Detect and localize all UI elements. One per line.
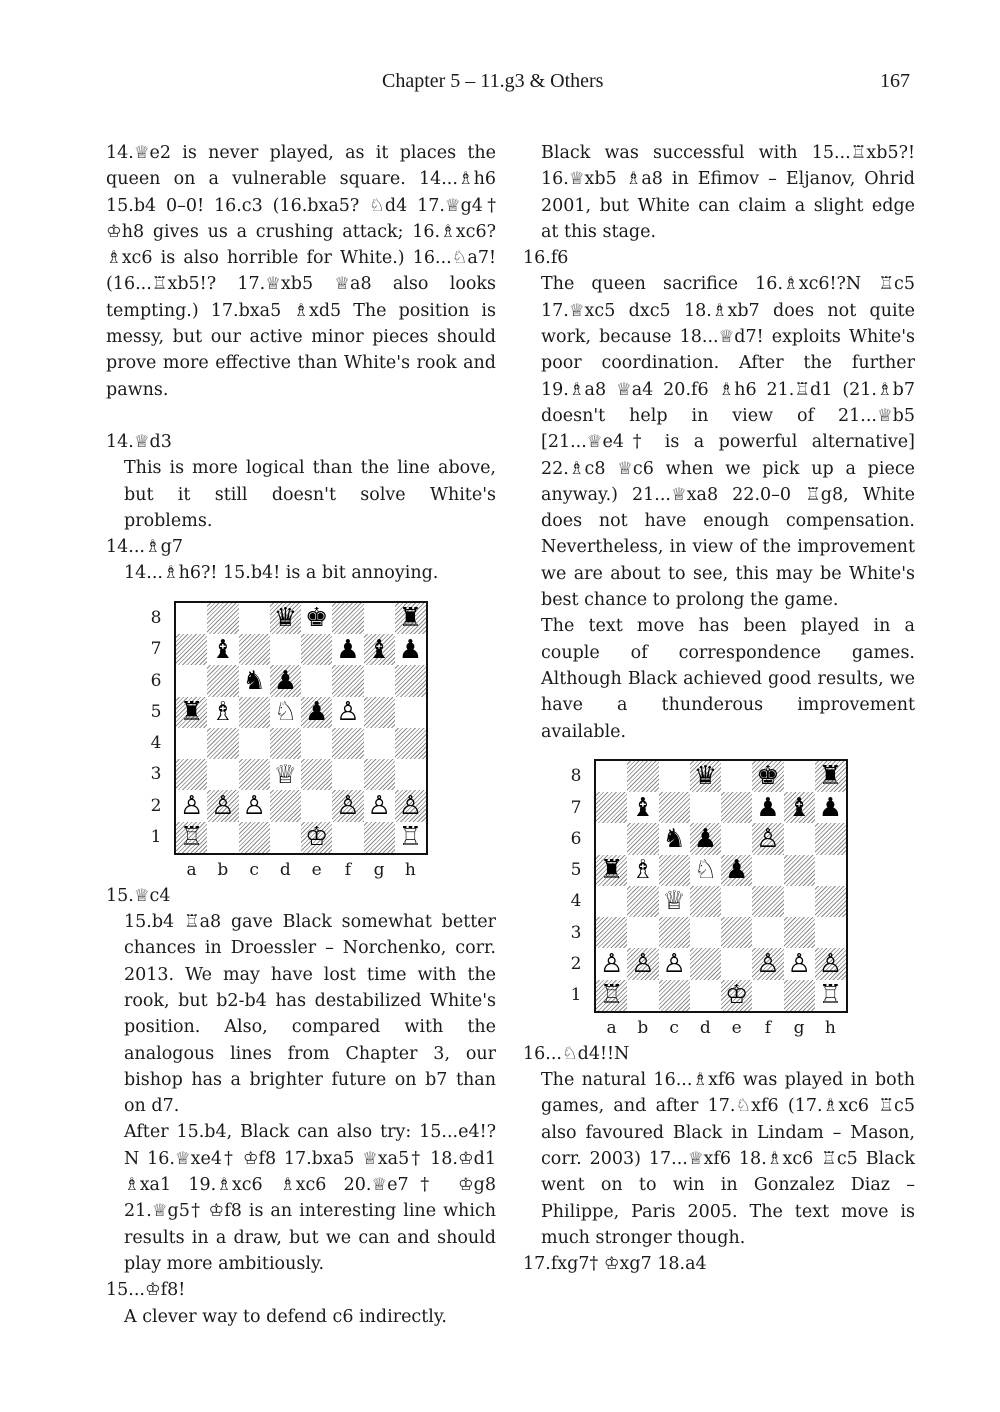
chess-piece: ♟ (398, 634, 423, 665)
chess-piece: ♜ (599, 855, 624, 886)
board-square-h5 (395, 697, 426, 728)
file-labels (596, 1015, 846, 1039)
board-square-a5 (176, 697, 207, 728)
paragraph: 14.♕e2 is never played, as it places the queen on a vulnerable square. 14...♗h6 15.b4 0–0! 16.c3 (16.bxa5? ♘d4 17.♕g4† ♔h8 gives us a crushing attack; 16.♗xc6? ♗xc6 is also horrible for White.) 16...♘a7! (16...♖xb5!? 17.♕xb5 ♕a8 also looks tempting.) 17.bxa5 ♗xd5 The position is messy, but our active minor pieces should prove more effective than White's rook and pawns. (106, 143, 496, 400)
board-square-a8 (176, 603, 207, 634)
file-label: f (764, 1017, 772, 1038)
chess-board (174, 601, 428, 855)
chess-piece: ♙ (211, 790, 235, 821)
board-square-c6 (659, 823, 690, 854)
board-square-a7 (176, 634, 207, 665)
chess-board (594, 759, 848, 1013)
board-square-f6 (752, 823, 783, 854)
chess-piece: ♕ (273, 759, 298, 790)
board-square-e1 (721, 980, 752, 1011)
file-label: d (279, 859, 291, 880)
chess-piece: ♟ (273, 665, 298, 696)
board-square-g4 (364, 728, 395, 759)
board-square-f5 (752, 855, 783, 886)
board-square-b6 (627, 823, 658, 854)
chess-piece: ♖ (818, 980, 843, 1011)
board-square-g7 (784, 792, 815, 823)
board-square-h5 (815, 855, 846, 886)
board-square-a6 (596, 823, 627, 854)
move-line: 16...♘d4!!N (523, 1043, 630, 1064)
board-square-g8 (784, 761, 815, 792)
board-square-a4 (176, 728, 207, 759)
paragraph: The natural 16...♗xf6 was played in both games, and after 17.♘xf6 (17.♗xc6 ♖c5 also favoured Black in Lindam – Mason, corr. 2003) 17...♕xf6 18.♗xc6 ♖c5 Black went on to win in Gonzalez Diaz – Philippe, Paris 2005. The text move is much stronger though. (541, 1070, 915, 1248)
rank-label: 5 (570, 860, 582, 881)
board-square-c5 (659, 855, 690, 886)
chess-piece: ♔ (304, 822, 329, 853)
page-number: 167 (880, 70, 910, 92)
chess-piece: ♙ (398, 790, 423, 821)
board-square-g6 (364, 665, 395, 696)
board-square-a1 (596, 980, 627, 1011)
board-square-g6 (784, 823, 815, 854)
board-square-c8 (239, 603, 270, 634)
board-square-b2 (627, 948, 658, 979)
board-square-b3 (207, 759, 238, 790)
rank-labels (566, 761, 586, 1011)
board-square-h2 (815, 948, 846, 979)
chess-piece: ♙ (599, 948, 624, 979)
board-square-f4 (752, 886, 783, 917)
board-square-f2 (752, 948, 783, 979)
board-square-c3 (659, 917, 690, 948)
board-square-e5 (301, 697, 332, 728)
board-square-e7 (721, 792, 752, 823)
board-square-h6 (815, 823, 846, 854)
board-square-a3 (176, 759, 207, 790)
board-square-c3 (239, 759, 270, 790)
board-square-h2 (395, 790, 426, 821)
file-label: b (217, 859, 229, 880)
move-line: 15.♕c4 (106, 885, 171, 906)
chess-piece: ♙ (336, 697, 360, 728)
board-square-e4 (301, 728, 332, 759)
board-square-a2 (596, 948, 627, 979)
board-square-b1 (207, 822, 238, 853)
board-square-d4 (270, 728, 301, 759)
move-line: 17.fxg7† ♔xg7 18.a4 (523, 1254, 707, 1275)
chess-piece: ♘ (693, 855, 718, 886)
board-square-h6 (395, 665, 426, 696)
board-square-d7 (690, 792, 721, 823)
file-labels (176, 857, 426, 881)
chess-piece: ♙ (336, 790, 360, 821)
board-square-h4 (815, 886, 846, 917)
file-label: g (793, 1017, 805, 1038)
chess-piece: ♖ (179, 822, 204, 853)
board-square-h3 (815, 917, 846, 948)
file-label: h (404, 859, 416, 880)
rank-label: 1 (570, 985, 582, 1006)
chess-piece: ♘ (273, 697, 298, 728)
board-square-f1 (752, 980, 783, 1011)
board-square-e8 (721, 761, 752, 792)
board-square-c6 (239, 665, 270, 696)
chess-piece: ♙ (242, 790, 266, 821)
chess-piece: ♝ (631, 792, 655, 823)
chess-piece: ♟ (336, 634, 360, 665)
chess-piece: ♚ (756, 761, 780, 792)
board-square-b5 (627, 855, 658, 886)
rank-label: 7 (570, 797, 582, 818)
board-square-d1 (270, 822, 301, 853)
board-square-f7 (332, 634, 363, 665)
file-label: e (731, 1017, 742, 1038)
board-square-a7 (596, 792, 627, 823)
rank-label: 6 (150, 670, 162, 691)
board-square-b8 (207, 603, 238, 634)
board-square-h4 (395, 728, 426, 759)
board-square-c5 (239, 697, 270, 728)
board-square-g5 (784, 855, 815, 886)
board-square-h8 (815, 761, 846, 792)
board-square-e3 (301, 759, 332, 790)
move-line: 14.♕d3 (106, 431, 172, 452)
board-square-c1 (239, 822, 270, 853)
board-square-a8 (596, 761, 627, 792)
board-square-d5 (270, 697, 301, 728)
board-square-d3 (270, 759, 301, 790)
paragraph: After 15.b4, Black can also try: 15...e4!?N 16.♕xe4† ♔f8 17.bxa5 ♕xa5† 18.♔d1 ♗xa1 19.♗xc6 ♗xc6 20.♕e7† ♔g8 21.♕g5† ♔f8 is an interesting line which results in a draw, but we can and should play more ambitiously. (124, 1122, 496, 1274)
rank-label: 6 (570, 828, 582, 849)
file-label: a (186, 859, 197, 880)
board-square-d4 (690, 886, 721, 917)
board-square-e8 (301, 603, 332, 634)
board-square-h3 (395, 759, 426, 790)
board-square-d8 (690, 761, 721, 792)
board-square-g2 (364, 790, 395, 821)
chess-piece: ♙ (662, 948, 686, 979)
board-square-a4 (596, 886, 627, 917)
board-square-d2 (690, 948, 721, 979)
board-square-b5 (207, 697, 238, 728)
rank-labels (146, 603, 166, 853)
chess-piece: ♔ (724, 980, 749, 1011)
chess-diagram-1 (146, 601, 446, 883)
board-square-c4 (239, 728, 270, 759)
chess-piece: ♟ (724, 855, 749, 886)
chess-piece: ♜ (818, 761, 843, 792)
paragraph: The queen sacrifice 16.♗xc6!?N ♖c5 17.♕xc5 dxc5 18.♗xb7 does not quite work, because 18...♕d7! exploits White's poor coordination. After the further 19.♗a8 ♕a4 20.f6 ♗h6 21.♖d1 (21.♗b7 doesn't help in view of 21...♕b5 [21...♕e4† is a powerful alternative] 22.♗c8 ♕c6 when we pick up a piece anyway.) 21...♕xa8 22.0–0 ♖g8, White does not have enough compensation. Nevertheless, in view of the improvement we are about to see, this may be White's best chance to prolong the game. (541, 274, 915, 611)
chess-piece: ♟ (756, 792, 780, 823)
board-square-g8 (364, 603, 395, 634)
paragraph: Black was successful with 15...♖xb5?! 16.♕xb5 ♗a8 in Efimov – Eljanov, Ohrid 2001, but White can claim a slight edge at this stage. (541, 143, 915, 242)
board-square-h7 (395, 634, 426, 665)
board-square-b3 (627, 917, 658, 948)
board-square-g2 (784, 948, 815, 979)
file-label: c (669, 1017, 679, 1038)
chess-piece: ♙ (818, 948, 843, 979)
board-square-f4 (332, 728, 363, 759)
board-square-f3 (332, 759, 363, 790)
paragraph: 15.b4 ♖a8 gave Black somewhat better chances in Droessler – Norchenko, corr. 2013. We may have lost time with the rook, but b2-b4 has destabilized White's position. Also, compared with the analogous lines from Chapter 3, our bishop has a brighter future on b7 than on d7. (124, 912, 496, 1117)
chapter-title: Chapter 5 – 11.g3 & Others (382, 70, 604, 92)
board-square-e6 (721, 823, 752, 854)
board-square-f2 (332, 790, 363, 821)
board-square-e4 (721, 886, 752, 917)
board-square-b4 (627, 886, 658, 917)
board-square-c2 (659, 948, 690, 979)
chess-piece: ♙ (367, 790, 391, 821)
board-square-d8 (270, 603, 301, 634)
rank-label: 8 (570, 766, 582, 787)
board-square-d1 (690, 980, 721, 1011)
chess-piece: ♟ (693, 823, 718, 854)
chess-piece: ♖ (599, 980, 624, 1011)
board-square-b6 (207, 665, 238, 696)
chess-piece: ♙ (756, 823, 780, 854)
paragraph: A clever way to defend c6 indirectly. (124, 1306, 447, 1327)
board-square-d2 (270, 790, 301, 821)
move-line: 14...♗g7 (106, 537, 183, 558)
chess-piece: ♙ (631, 948, 655, 979)
rank-label: 4 (150, 733, 162, 754)
board-square-e6 (301, 665, 332, 696)
board-square-c8 (659, 761, 690, 792)
board-square-c7 (659, 792, 690, 823)
file-label: g (373, 859, 385, 880)
board-square-b7 (207, 634, 238, 665)
board-square-d6 (690, 823, 721, 854)
chess-piece: ♞ (242, 665, 266, 696)
board-square-f6 (332, 665, 363, 696)
rank-label: 2 (150, 795, 162, 816)
board-square-h8 (395, 603, 426, 634)
board-square-e3 (721, 917, 752, 948)
file-label: a (606, 1017, 617, 1038)
file-label: h (824, 1017, 836, 1038)
chess-piece: ♖ (398, 822, 423, 853)
board-square-a2 (176, 790, 207, 821)
board-square-c1 (659, 980, 690, 1011)
move-line: 16.f6 (523, 248, 569, 269)
left-column (106, 140, 496, 1330)
right-column (523, 140, 915, 1278)
chess-piece: ♝ (211, 634, 235, 665)
file-label: e (311, 859, 322, 880)
rank-label: 2 (570, 953, 582, 974)
board-square-e7 (301, 634, 332, 665)
board-square-b7 (627, 792, 658, 823)
rank-label: 5 (150, 701, 162, 722)
board-square-h1 (395, 822, 426, 853)
paragraph: This is more logical than the line above, but it still doesn't solve White's problems. (124, 458, 496, 531)
board-square-f1 (332, 822, 363, 853)
board-square-a3 (596, 917, 627, 948)
board-square-d3 (690, 917, 721, 948)
board-square-c7 (239, 634, 270, 665)
board-square-f8 (332, 603, 363, 634)
chess-piece: ♙ (756, 948, 780, 979)
chess-piece: ♕ (662, 886, 686, 917)
board-square-e1 (301, 822, 332, 853)
chess-piece: ♗ (631, 855, 655, 886)
rank-label: 8 (150, 608, 162, 629)
board-square-f7 (752, 792, 783, 823)
board-square-f8 (752, 761, 783, 792)
rank-label: 1 (150, 826, 162, 847)
board-square-c4 (659, 886, 690, 917)
board-square-g3 (364, 759, 395, 790)
page-header (0, 70, 1000, 100)
board-square-b4 (207, 728, 238, 759)
rank-label: 7 (150, 639, 162, 660)
board-square-b1 (627, 980, 658, 1011)
file-label: c (249, 859, 259, 880)
board-square-e2 (301, 790, 332, 821)
board-square-h1 (815, 980, 846, 1011)
file-label: d (699, 1017, 711, 1038)
chess-piece: ♟ (304, 697, 329, 728)
rank-label: 3 (150, 764, 162, 785)
chess-piece: ♗ (211, 697, 235, 728)
board-square-b2 (207, 790, 238, 821)
file-label: f (344, 859, 352, 880)
board-square-e5 (721, 855, 752, 886)
file-label: b (637, 1017, 649, 1038)
board-square-f5 (332, 697, 363, 728)
chess-piece: ♟ (818, 792, 843, 823)
board-square-b8 (627, 761, 658, 792)
board-square-f3 (752, 917, 783, 948)
board-square-g3 (784, 917, 815, 948)
chess-piece: ♙ (787, 948, 811, 979)
board-square-g7 (364, 634, 395, 665)
move-line: 15...♔f8! (106, 1280, 186, 1301)
chess-piece: ♜ (398, 603, 423, 634)
board-square-a1 (176, 822, 207, 853)
chess-piece: ♚ (304, 603, 329, 634)
board-square-c2 (239, 790, 270, 821)
chess-piece: ♜ (179, 697, 204, 728)
chess-piece: ♝ (787, 792, 811, 823)
board-square-a6 (176, 665, 207, 696)
board-square-g1 (784, 980, 815, 1011)
board-square-g4 (784, 886, 815, 917)
chess-piece: ♝ (367, 634, 391, 665)
paragraph: The text move has been played in a couple of correspondence games. Although Black achieved good results, we have a thunderous improvement available. (541, 616, 915, 742)
chess-diagram-2 (566, 759, 866, 1041)
board-square-g5 (364, 697, 395, 728)
chess-piece: ♞ (662, 823, 686, 854)
chess-piece: ♛ (273, 603, 298, 634)
board-square-h7 (815, 792, 846, 823)
board-square-d6 (270, 665, 301, 696)
board-square-d7 (270, 634, 301, 665)
board-square-g1 (364, 822, 395, 853)
paragraph: 14...♗h6?! 15.b4! is a bit annoying. (124, 563, 439, 584)
board-square-a5 (596, 855, 627, 886)
chess-piece: ♛ (693, 761, 718, 792)
rank-label: 4 (570, 891, 582, 912)
board-square-d5 (690, 855, 721, 886)
board-square-e2 (721, 948, 752, 979)
rank-label: 3 (570, 922, 582, 943)
chess-piece: ♙ (179, 790, 204, 821)
